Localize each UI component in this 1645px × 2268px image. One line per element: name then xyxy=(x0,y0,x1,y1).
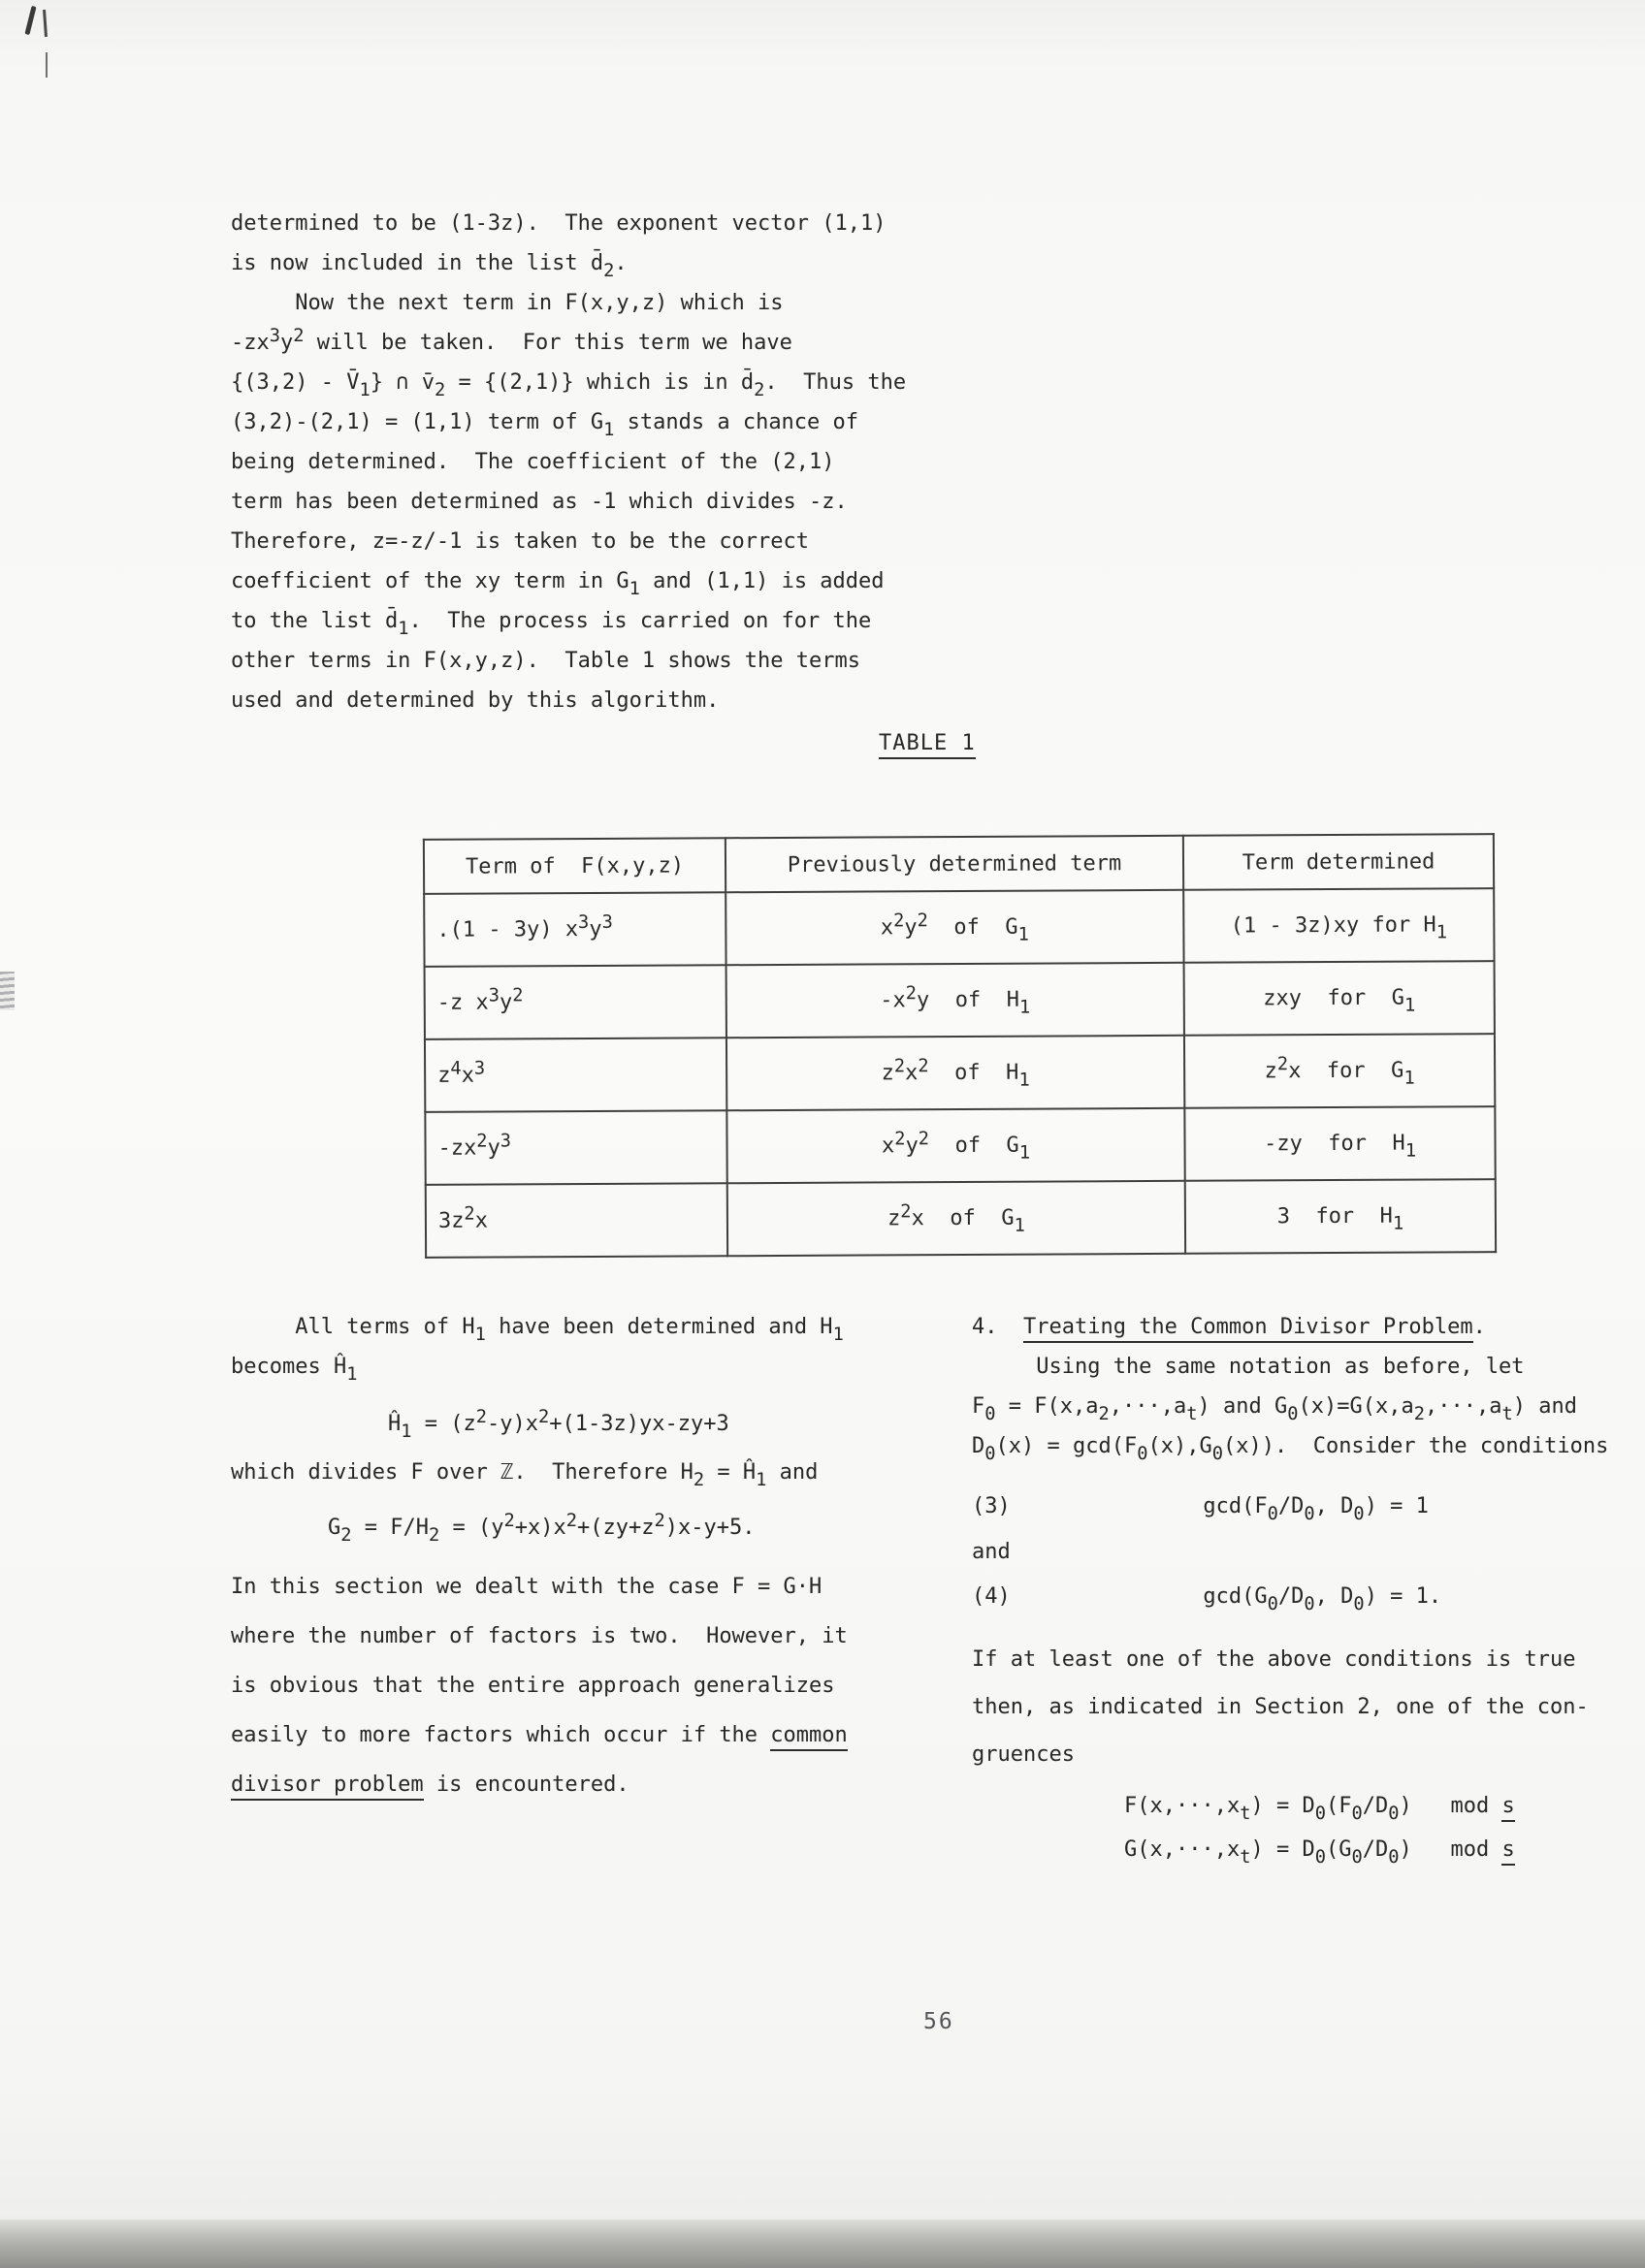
table-cell: -zy for $H_1$ xyxy=(1184,1106,1495,1181)
table-cell: .(1 - 3y) $x^3y^3$ xyxy=(424,892,726,967)
text-line: then, as indicated in Section 2, one of the con- xyxy=(972,1695,1589,1719)
table-cell: $z^2x$ for $G_1$ xyxy=(1184,1034,1495,1108)
table-head-row xyxy=(424,834,1494,894)
text-line: Using the same notation as before, let xyxy=(972,1355,1525,1379)
table-cell: $-zx^2y^3$ xyxy=(425,1110,726,1185)
table-body xyxy=(424,888,1496,1258)
text-line: easily to more factors which occur if the common xyxy=(231,1710,916,1760)
pen-mark xyxy=(46,52,48,78)
table-cell: $x^2y^2$ of $G_1$ xyxy=(726,890,1183,965)
text-line: $\{(3,2) - V̄_1\}$ ∩ $v̄_2 = \{(2,1)\}$ which is in $d̄_2$. Thus the xyxy=(231,370,907,401)
text-line: Therefore, z=-z/-1 is taken to be the correct xyxy=(231,529,810,554)
text-line: is obvious that the entire approach generalizes xyxy=(231,1674,835,1698)
table-cell: (1 - 3z)xy for $H_1$ xyxy=(1183,888,1494,963)
text-line: gruences xyxy=(972,1742,1075,1767)
text-line: If at least one of the above conditions is true xyxy=(972,1647,1576,1672)
text-line: where the number of factors is two. However, it xyxy=(231,1624,848,1648)
table-cell: $x^2y^2$ of $G_1$ xyxy=(726,1108,1184,1183)
table-cell: $z^2x^2$ of $H_1$ xyxy=(726,1036,1184,1110)
pen-mark xyxy=(43,10,48,37)
text-line: $D_0(x) = \gcd(F_0(x),G_0(x))$. Consider the conditions xyxy=(972,1434,1609,1465)
table-row xyxy=(426,1179,1496,1258)
left-paragraph-3 xyxy=(231,1562,916,1809)
table-header-cell: Term determined xyxy=(1183,834,1494,890)
right-paragraph-2 xyxy=(972,1636,1639,1778)
text-line: other terms in F(x,y,z). Table 1 shows the terms xyxy=(231,649,861,673)
text-line: coefficient of the xy term in $G_1$ and (1,1) is added xyxy=(231,569,885,600)
text-line: $F_0 = F(x,a_2,\cdot\cdot\cdot,a_t)$ and $G_0(x)=G(x,a_2,\cdot\cdot\cdot,a_t)$ and xyxy=(972,1394,1577,1425)
text-line: is now included in the list $d̄_2$. xyxy=(231,251,628,282)
scan-smudge xyxy=(0,972,15,1010)
text-line: (3,2)-(2,1) = (1,1) term of $G_1$ stands a chance of xyxy=(231,410,859,441)
scanner-edge-strip xyxy=(0,2220,1645,2268)
table-row xyxy=(424,888,1494,967)
page-number: 56 xyxy=(923,2009,954,2034)
paragraph-top xyxy=(231,204,906,720)
equation-3: (3) $\gcd(F_0/D_0$, $D_0) = 1$ xyxy=(972,1494,1429,1525)
left-paragraph-1 xyxy=(231,1307,916,1387)
left-column xyxy=(231,1307,916,1809)
text-line: In this section we dealt with the case F = G·H xyxy=(231,1575,822,1599)
equation-4: (4) $\gcd(G_0/D_0$, $D_0) = 1$. xyxy=(972,1584,1442,1615)
table-caption: TABLE 1 xyxy=(879,731,976,755)
right-paragraph-1 xyxy=(972,1347,1639,1466)
section-heading: 4. Treating the Common Divisor Problem. xyxy=(972,1307,1639,1347)
text-line: used and determined by this algorithm. xyxy=(231,688,720,713)
congruences xyxy=(972,1784,1639,1871)
and-text: and xyxy=(972,1540,1011,1564)
text-line: divisor problem is encountered. xyxy=(231,1760,916,1809)
table-row xyxy=(425,961,1495,1039)
table-cell: 3 for $H_1$ xyxy=(1185,1179,1496,1254)
right-column xyxy=(972,1307,1639,1871)
text-line: to the list $d̄_1$. The process is carried on for the xyxy=(231,609,872,640)
text-line: term has been determined as -1 which divides -z. xyxy=(231,490,848,514)
table-cell: -z $x^3y^2$ xyxy=(425,965,726,1039)
text-line: becomes $Ĥ_1$ xyxy=(231,1355,358,1386)
table-cell: $z^2x$ of $G_1$ xyxy=(727,1181,1185,1256)
table-cell: zxy for $G_1$ xyxy=(1184,961,1495,1036)
text-line: All terms of $H_1$ have been determined and $H_1$ xyxy=(231,1315,844,1346)
table-row xyxy=(425,1106,1495,1185)
equation-g2: $G_2 = F/H_2 = (y^2+x)x^2+(zy+z^2)x-y+5$. xyxy=(328,1510,756,1547)
table-header-cell: Term of F(x,y,z) xyxy=(424,838,726,894)
text-line: $-zx^3y^2$ will be taken. For this term we have xyxy=(231,325,792,355)
text-line: determined to be (1-3z). The exponent vector (1,1) xyxy=(231,211,887,236)
table-cell: $z^4x^3$ xyxy=(425,1038,726,1112)
table-row xyxy=(425,1034,1495,1112)
term-table xyxy=(423,833,1497,1259)
text-line: $G(x,\cdot\cdot\cdot,x_t) = D_0(G_0/D_0)$ mod s xyxy=(1124,1837,1515,1869)
table-cell: $3z^2x$ xyxy=(426,1183,727,1258)
text-line: $F(x,\cdot\cdot\cdot,x_t) = D_0(F_0/D_0)$ mod s xyxy=(1124,1794,1515,1825)
table-header-cell: Previously determined term xyxy=(726,836,1183,892)
text-line: being determined. The coefficient of the (2,1) xyxy=(231,450,835,474)
text-line: Now the next term in F(x,y,z) which is xyxy=(231,291,784,315)
table-head xyxy=(424,834,1494,894)
table-cell: $-x^2y$ of $H_1$ xyxy=(726,963,1184,1038)
equation-h1-hat: $Ĥ_1 = (z^2-y)x^2+(1-3z)yx-zy+3$ xyxy=(388,1406,729,1443)
left-paragraph-2: which divides F over ℤ. Therefore $H_2$ = $Ĥ_1$ and xyxy=(231,1460,819,1491)
pen-mark xyxy=(24,6,36,35)
